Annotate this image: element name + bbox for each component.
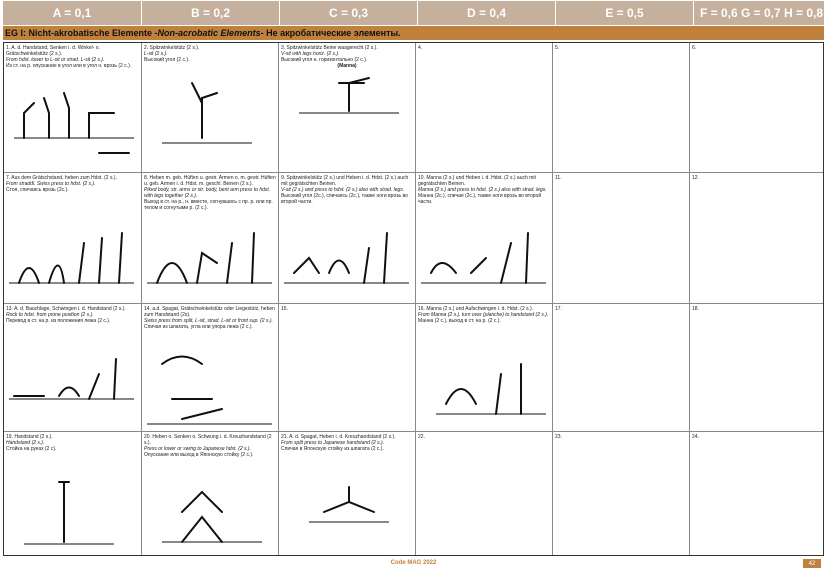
cell-9-text-2: V-sit (2 s.) and press to hdst. (2 s.) also with strad. legs. (281, 187, 405, 193)
cell-2-text-1: 2. Spitzwinkelstütz (2 s.). (144, 45, 200, 51)
header-f-g-h: F = 0,6 G = 0,7 H = 0,8 (699, 6, 824, 20)
cell-1-text-3: Из ст. на р. опускание в угол или в угол н. врозь (2 с.). (6, 63, 132, 69)
cell-21-text-2: From split press to Japanese handstand (2 s.). (281, 440, 385, 446)
cell-23-text-1: 23. (555, 434, 562, 440)
element-cell-10 (416, 173, 553, 304)
cell-13-text-1: 13. A. d. Bauchlage, Schwingen i. d. Handstand (2 s.). (6, 306, 126, 312)
cell-2-text-2: L-sit (2 s.). (144, 51, 168, 57)
gymnast-figure-drawing (142, 304, 278, 432)
header-c: C = 0,3 (280, 1, 418, 25)
element-cell-14 (142, 304, 279, 432)
cell-3-text-2: V-sit with legs horiz. (2 s.). (281, 51, 340, 57)
gymnast-figure-drawing (416, 173, 552, 301)
cell-14-text-1: 14. a.d. Spagat, Grätschwinkelstütz oder Liegestütz, heben zum Handstand (2s). (144, 306, 275, 318)
cell-22-text-1: 22. (418, 434, 425, 440)
cell-21-text-1: 21. A. d. Spagat, Heben i. d. Kreuzhandstand (2 s.). (281, 434, 396, 440)
gymnast-figure-drawing (279, 173, 415, 301)
element-cell-15 (279, 304, 416, 432)
header-a: A = 0,1 (3, 1, 142, 25)
element-cell-3 (279, 43, 416, 173)
cell-13-text-2: Rock to hdst. from prone position (2 s.). (6, 312, 94, 318)
element-cell-2 (142, 43, 279, 173)
element-cell-21 (279, 432, 416, 555)
cell-20-text-2: Press or lower or swing to Japanese hdst. (2 s.). (144, 446, 251, 452)
cell-7-text-3: Стоя, спичаясь врозь (2с.). (6, 187, 69, 193)
gymnast-figure-drawing (4, 304, 140, 432)
cell-5-text-1: 5. (555, 45, 560, 51)
element-cell-18 (690, 304, 823, 432)
cell-3-text-3: Высокий угол н. горизонтально (2 с.). (281, 57, 368, 63)
gymnast-figure-drawing (142, 43, 278, 171)
cell-10-text-1: 10. Manna (2 s.) und Heben i. d. Hdst. (2 s.) auch mit gegrätschten Beinen. (418, 175, 536, 187)
element-cell-8 (142, 173, 279, 304)
cell-2-text-3: Высокий угол (2 с.). (144, 57, 190, 63)
cell-20-text-3: Опускание или выход в Японскую стойку (2 с.). (144, 452, 254, 458)
header-e: E = 0,5 (556, 1, 694, 25)
cell-11-text-1: 11. (555, 175, 562, 181)
cell-9-text-1: 9. Spitzwinkelstütz (2 s.) und Heben i. d. Hdst. (2 s.) auch mit gegrätschten Beinen. (281, 175, 409, 187)
cell-8-text-1: 8. Heben m. geb. Hüften u. gestr. Armen o. m. gestr. Hüften u. geb. Armen i. d. Hdst. m. geschl. Beinen (2 s.). (144, 175, 276, 187)
eg-title-italic: Non-acrobatic Elements (157, 28, 261, 38)
cell-16-text-1: 16. Manna (2 s.) und Aufschwingen i. d. Hdst. (2 s.). (418, 306, 534, 312)
element-cell-1 (4, 43, 142, 173)
element-cell-19 (4, 432, 142, 555)
cell-20-text-1: 20. Heben o. Senken o. Schwung i. d. Kreuzhandstand (2 s.). (144, 434, 272, 446)
gymnast-figure-drawing (279, 43, 415, 171)
element-cell-6 (690, 43, 823, 173)
element-cell-22 (416, 432, 553, 555)
cell-4-text-1: 4. (418, 45, 423, 51)
cell-9-text-3: Высокий угол (2с.), спичаясь (2с.), также ноги врозь во второй части. (281, 193, 408, 205)
eg-title-suffix: - Не акробатические элементы. (260, 28, 401, 38)
cell-12-text-1: 12. (692, 175, 699, 181)
element-cell-5 (553, 43, 690, 173)
header-b: B = 0,2 (142, 1, 280, 25)
cell-10-text-3: Манна (2с.), спичая (2с.), также ноги врозь во второй части. (418, 193, 542, 205)
element-cell-4 (416, 43, 553, 173)
gymnast-figure-drawing (279, 432, 415, 555)
cell-19-text-3: Стойка на руках (2 с). (6, 446, 57, 452)
cell-18-text-1: 18. (692, 306, 699, 312)
element-cell-23 (553, 432, 690, 555)
cell-16-text-3: Манна (2 с.), выход в ст. на р. (2 с.). (418, 318, 501, 324)
cell-24-text-1: 24. (692, 434, 699, 440)
elements-grid (3, 42, 824, 556)
element-cell-13 (4, 304, 142, 432)
gymnast-figure-drawing (142, 173, 278, 301)
gymnast-figure-drawing (416, 304, 552, 432)
cell-10-text-2: Manna (2 s.) and press to hdst. (2 s.) also with strad. legs. (418, 187, 547, 193)
cell-7-text-1: 7. Aus dem Grätschstand, heben zum Hdst. (2 s.). (6, 175, 117, 181)
element-cell-17 (553, 304, 690, 432)
page-number: 42 (803, 559, 821, 568)
value-header-row (3, 1, 824, 25)
cell-21-text-3: Спичая в Японскую стойку из шпагата (2 с.). (281, 446, 384, 452)
cell-6-text-1: 6. (692, 45, 697, 51)
gymnast-figure-drawing (4, 43, 140, 171)
cell-16-text-2: From Manna (2 s.), turn over (planche) to handstand (2 s.). (418, 312, 549, 318)
cell-3-text-4: (Manna) (337, 63, 357, 69)
cell-8-text-3: Выход в ст. на р., н. вместе, согнувшись с пр. р. или пр. телом и согнутыми р. (2 с.). (144, 199, 273, 211)
element-cell-9 (279, 173, 416, 304)
cell-19-text-1: 19. Handstand (2 s.). (6, 434, 53, 440)
element-cell-24 (690, 432, 823, 555)
element-cell-12 (690, 173, 823, 304)
footer-code: Code MAG 2022 (390, 560, 437, 566)
gymnast-figure-drawing (4, 432, 140, 555)
element-cell-11 (553, 173, 690, 304)
cell-8-text-2: Piked body, str. arms or str. body, bent arm press to hdst. with legs together (2 s.). (144, 187, 271, 199)
element-cell-16 (416, 304, 553, 432)
eg-title-prefix: EG I: Nicht-akrobatische Elemente - (5, 28, 158, 38)
cell-3-text-1: 3. Spitzwinkelstütz Beine waagerecht (2 s.). (281, 45, 378, 51)
cell-17-text-1: 17. (555, 306, 562, 312)
element-cell-7 (4, 173, 142, 304)
element-cell-20 (142, 432, 279, 555)
cell-15-text-1: 15. (281, 306, 288, 312)
cell-14-text-2: Swiss press from split, L-sit, strad. L-sit or front sup. (2 s.). (144, 318, 273, 324)
gymnast-figure-drawing (4, 173, 140, 301)
cell-13-text-3: Перевод в ст. на р. из положения лежа (2 с.). (6, 318, 111, 324)
cell-1-text-1: 1. A. d. Handstand, Senken i. d. Winkel- o. Grätschwinkelstütz (2 s.). (6, 45, 100, 57)
cell-1-text-2: From hdst. lower to L-sit or strad. L-sit (2 s.). (6, 57, 105, 63)
gymnast-figure-drawing (142, 432, 278, 555)
cell-14-text-3: Спичая из шпагата, угла или упора лежа (2 с.). (144, 324, 253, 330)
cell-7-text-2: From straddl. Swiss press to hdst. (2 s.). (6, 181, 96, 187)
header-d: D = 0,4 (418, 1, 556, 25)
element-group-title (3, 26, 824, 40)
cell-19-text-2: Handstand (2 s.). (6, 440, 45, 446)
